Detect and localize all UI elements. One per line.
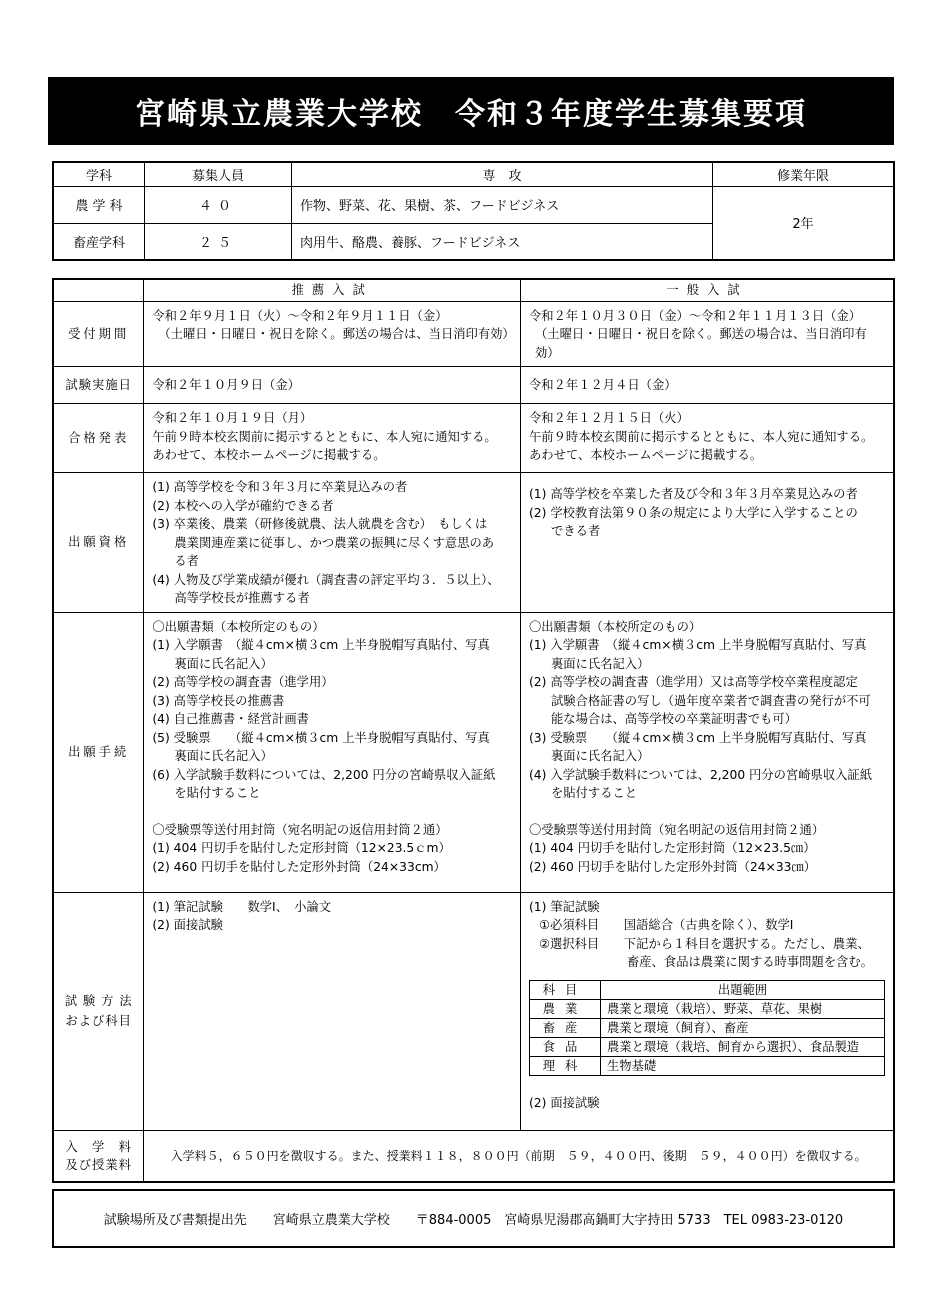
text-line: 令和２年９月１日（火）～令和２年９月１１日（金） [152, 308, 448, 323]
header-years: 修業年限 [713, 162, 895, 186]
text-line: ①必須科目 国語総合（古典を除く）、数学Ⅰ [539, 918, 794, 932]
general-cell [521, 301, 895, 367]
text-line: (1) 高等学校を卒業した者及び令和３年３月卒業見込みの者 [529, 487, 858, 501]
header-major: 専 攻 [292, 162, 713, 186]
text-line: 令和２年１２月１５日（火） [529, 411, 689, 425]
major-list: 作物、野菜、花、果樹、茶、フードビジネス [292, 186, 713, 223]
exam-table [52, 278, 895, 1183]
general-cell [521, 612, 895, 892]
table-row [530, 1037, 885, 1056]
text-line: 午前９時本校玄関前に掲示するとともに、本人宛に通知する。 [529, 429, 874, 444]
blank-line [152, 803, 512, 821]
row-reception-period [53, 301, 894, 367]
header-dept: 学科 [53, 162, 145, 186]
text-line: (1) 404 円切手を貼付した定形封筒（12×23.5㎝） [529, 841, 816, 855]
table-row [530, 1018, 885, 1037]
row-label: 出願資格 [53, 473, 144, 613]
text-line: 令和２年１０月１９日（月） [152, 411, 313, 425]
page-title: 宮崎県立農業大学校 令和３年度学生募集要項 [48, 77, 894, 145]
text-line: (6) 入学試験手数料については、2,200 円分の宮崎県収入証紙 [152, 767, 496, 782]
table-row [53, 186, 894, 223]
text-line: (2) 面接試験 [152, 918, 223, 932]
subject-name: 食品 [530, 1037, 601, 1056]
row-eligibility [53, 473, 894, 613]
text-line: 午前９時本校玄関前に掲示するとともに、本人宛に通知する。 [152, 429, 497, 444]
text-line: 〇受験票等送付用封筒（宛名明記の返信用封筒２通） [152, 822, 448, 837]
row-label: 出願手続 [53, 612, 144, 892]
study-years: 2年 [713, 186, 895, 260]
dept-name: 畜産学科 [53, 223, 145, 260]
text-line: あわせて、本校ホームページに掲載する。 [152, 448, 386, 462]
text-line: (4) 自己推薦書・経営計画書 [152, 712, 309, 726]
text-line: を貼付すること [174, 786, 261, 800]
text-line: (2) 面接試験 [529, 1095, 600, 1110]
recruit-count: ４０ [145, 186, 292, 223]
row-label: 受付期間 [53, 301, 144, 367]
text-line: あわせて、本校ホームページに掲載する。 [529, 448, 763, 462]
label-line: 及び授業料 [65, 1157, 132, 1172]
corner-cell [53, 279, 144, 301]
subject-header: 科目 [530, 980, 601, 999]
text-line: (4) 入学試験手数料については、2,200 円分の宮崎県収入証紙 [529, 767, 873, 782]
table-row [530, 1056, 885, 1075]
recommend-cell [144, 404, 521, 473]
text-line: (1) 筆記試験 [529, 899, 600, 914]
fee-text: 入学料５，６５０円を徴収する。また、授業料１１８，８００円（前期 ５９，４００円、後期 ５９，４００円）を徴収する。 [144, 1130, 894, 1182]
row-label [53, 1130, 144, 1182]
subject-range: 農業と環境（栽培）、野菜、草花、果樹 [601, 999, 885, 1018]
text-line: 裏面に氏名記入） [174, 656, 273, 671]
text-line: (2) 460 円切手を貼付した定形外封筒（24×33㎝） [529, 859, 817, 874]
text-line: 裏面に氏名記入） [551, 656, 650, 671]
text-line: (2) 学校教育法第９０条の規定により大学に入学することの [529, 505, 858, 520]
text-line: できる者 [551, 524, 601, 538]
general-cell [521, 404, 895, 473]
header-recommend: 推薦入試 [144, 279, 521, 301]
recommend-cell [144, 892, 521, 1130]
text-line: (3) 高等学校長の推薦書 [152, 693, 285, 708]
text-line: 〇出願書類（本校所定のもの） [529, 619, 702, 634]
subject-table [529, 980, 885, 1076]
text-line: 裏面に氏名記入） [174, 749, 273, 763]
major-list: 肉用牛、酪農、養豚、フードビジネス [292, 223, 713, 260]
range-header: 出題範囲 [601, 980, 885, 999]
recommend-cell: 令和２年１０月９日（金） [144, 367, 521, 404]
text-line: （土曜日・日曜日・祝日を除く。郵送の場合は、当日消印有効） [535, 327, 867, 360]
text-line: 高等学校長が推薦する者 [174, 591, 310, 605]
text-line: (2) 460 円切手を貼付した定形外封筒（24×33cm） [152, 859, 446, 874]
subject-name: 農業 [530, 999, 601, 1018]
header-general: 一般入試 [521, 279, 895, 301]
subject-range: 農業と環境（飼育）、畜産 [601, 1018, 885, 1037]
dept-name: 農 学 科 [53, 186, 145, 223]
text-line: (2) 本校への入学が確約できる者 [152, 498, 334, 513]
row-label [53, 892, 144, 1130]
text-line: 令和２年１０月３０日（金）～令和２年１１月１３日（金） [529, 308, 862, 323]
text-line: (4) 人物及び学業成績が優れ（調査書の評定平均３．５以上）、 [152, 572, 500, 587]
blank-line [529, 803, 885, 821]
footer-contact: 試験場所及び書類提出先 宮崎県立農業大学校 〒884-0005 宮崎県児湯郡高鍋町大字持田 5733 TEL 0983-23-0120 [52, 1189, 895, 1248]
text-line: 農業関連産業に従事し、かつ農業の振興に尽くす意思のあ [174, 535, 495, 550]
text-line: る者 [174, 554, 199, 568]
text-line: 〇出願書類（本校所定のもの） [152, 619, 325, 634]
label-line: 入 学 料 [65, 1139, 132, 1154]
general-cell [521, 892, 895, 1130]
row-label: 試験実施日 [53, 367, 144, 404]
general-cell [521, 473, 895, 613]
header-count: 募集人員 [145, 162, 292, 186]
text-line: 能な場合は、高等学校の卒業証明書でも可） [551, 712, 797, 726]
recommend-cell [144, 473, 521, 613]
row-label: 合格発表 [53, 404, 144, 473]
text-line: (1) 筆記試験 数学Ⅰ、 小論文 [152, 899, 332, 914]
text-line: (2) 高等学校の調査書（進学用）又は高等学校卒業程度認定 [529, 675, 858, 689]
subject-name: 畜産 [530, 1018, 601, 1037]
course-table [52, 161, 895, 261]
text-line: 試験合格証書の写し（過年度卒業者で調査書の発行が不可 [551, 693, 871, 708]
text-line: (3) 受験票 （縦４cm×横３cm 上半身脱帽写真貼付、写真 [529, 730, 867, 745]
text-line: （土曜日・日曜日・祝日を除く。郵送の場合は、当日消印有効） [158, 327, 515, 341]
general-cell: 令和２年１２月４日（金） [521, 367, 895, 404]
recommend-cell [144, 301, 521, 367]
recruit-count: ２５ [145, 223, 292, 260]
text-line: (1) 404 円切手を貼付した定形封筒（12×23.5ｃm） [152, 841, 451, 855]
text-line: (1) 入学願書 （縦４cm×横３cm 上半身脱帽写真貼付、写真 [152, 638, 490, 652]
row-fees [53, 1130, 894, 1182]
row-result-announcement [53, 404, 894, 473]
row-exam-date [53, 367, 894, 404]
label-line: および科目 [65, 1014, 132, 1028]
subject-range: 農業と環境（栽培、飼育から選択）、食品製造 [601, 1037, 885, 1056]
text-line: (2) 高等学校の調査書（進学用） [152, 675, 334, 689]
table-row [530, 999, 885, 1018]
text-line: 畜産、食品は農業に関する時事問題を含む。 [627, 955, 873, 969]
label-line: 試 験 方 法 [64, 994, 133, 1008]
text-line: を貼付すること [551, 786, 638, 800]
text-line: (5) 受験票 （縦４cm×横３cm 上半身脱帽写真貼付、写真 [152, 730, 490, 745]
recommend-cell [144, 612, 521, 892]
text-line: (1) 高等学校を令和３年３月に卒業見込みの者 [152, 480, 408, 494]
row-application-procedure [53, 612, 894, 892]
text-line: 〇受験票等送付用封筒（宛名明記の返信用封筒２通） [529, 822, 825, 837]
text-line: ②選択科目 下記から１科目を選択する。ただし、農業、 [539, 936, 870, 951]
subject-name: 理科 [530, 1056, 601, 1075]
text-line: 裏面に氏名記入） [551, 749, 650, 763]
row-exam-method [53, 892, 894, 1130]
text-line: (1) 入学願書 （縦４cm×横３cm 上半身脱帽写真貼付、写真 [529, 638, 867, 652]
text-line: (3) 卒業後、農業（研修後就農、法人就農を含む） もしくは [152, 517, 488, 531]
subject-range: 生物基礎 [601, 1056, 885, 1075]
